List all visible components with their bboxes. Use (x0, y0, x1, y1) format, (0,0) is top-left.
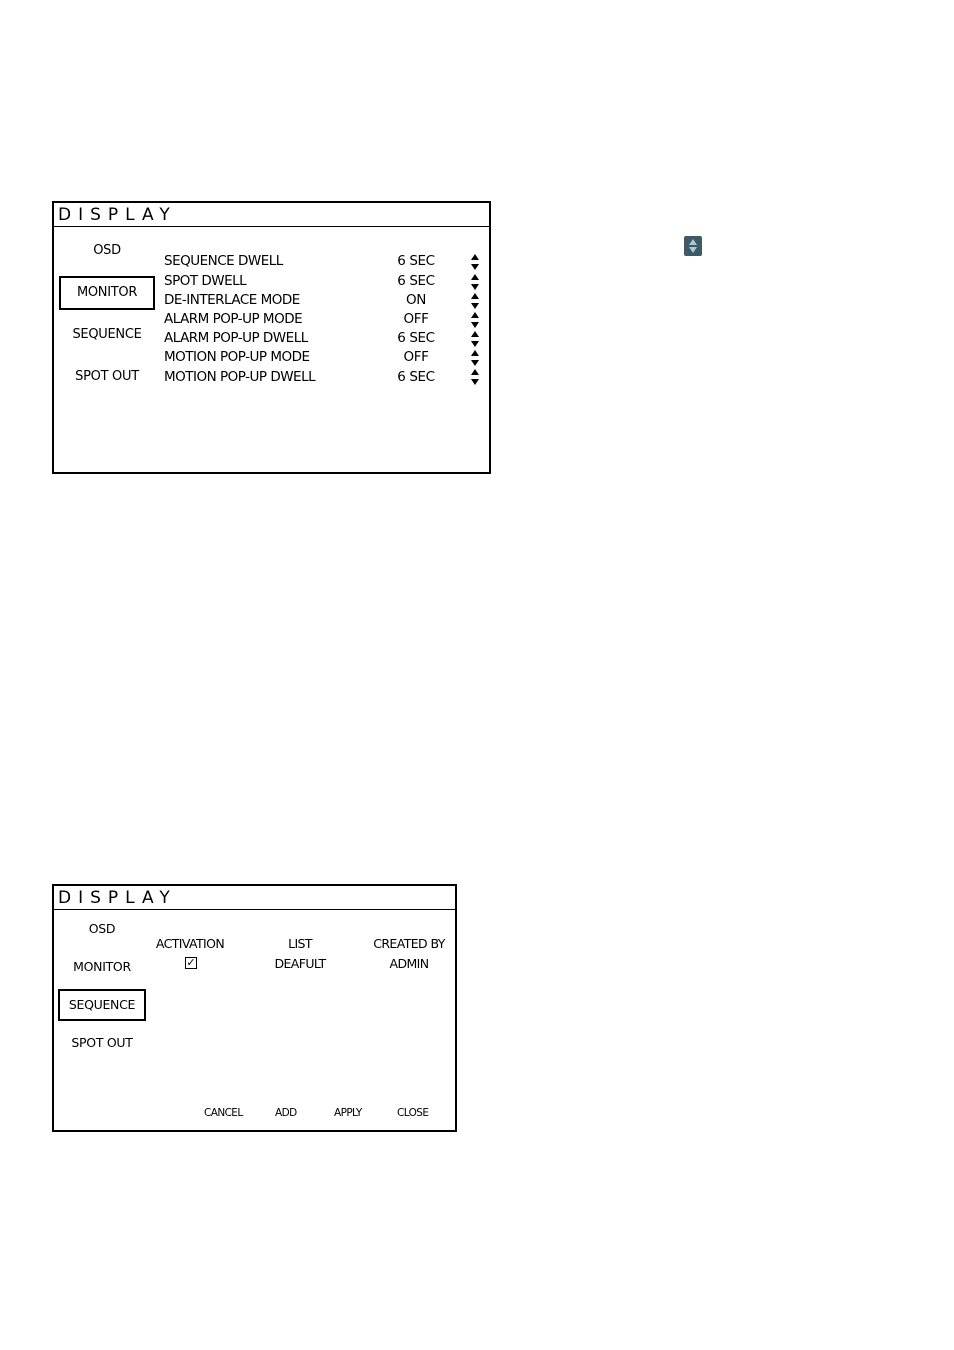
setting-value-sequence-dwell[interactable]: 6 SEC (397, 253, 435, 269)
sidebar-item-spot-out[interactable]: SPOT OUT (75, 369, 139, 384)
sidebar-item-osd[interactable]: OSD (88, 921, 116, 936)
sidebar-item-monitor[interactable]: MONITOR (73, 959, 131, 974)
display-sequence-panel (52, 884, 457, 1132)
apply-button[interactable]: APPLY (334, 1107, 362, 1119)
spin-arrows-icon[interactable] (470, 312, 480, 330)
panel-title: DISPLAY (54, 886, 455, 910)
setting-value-de-interlace-mode[interactable]: ON (406, 292, 426, 308)
close-button[interactable]: CLOSE (397, 1107, 429, 1119)
setting-label-motion-popup-dwell: MOTION POP-UP DWELL (164, 369, 316, 385)
display-monitor-panel (52, 201, 491, 474)
setting-value-motion-popup-mode[interactable]: OFF (403, 349, 429, 365)
column-header-list: LIST (288, 936, 312, 951)
sidebar-item-monitor[interactable]: MONITOR (59, 276, 155, 310)
add-button[interactable]: ADD (275, 1107, 297, 1119)
cancel-button[interactable]: CANCEL (204, 1107, 243, 1119)
activation-checkbox[interactable]: ✓ (186, 956, 196, 969)
setting-value-motion-popup-dwell[interactable]: 6 SEC (397, 369, 435, 385)
setting-label-spot-dwell: SPOT DWELL (164, 273, 247, 289)
setting-label-motion-popup-mode: MOTION POP-UP MODE (164, 349, 310, 365)
spin-arrows-icon[interactable] (470, 254, 480, 272)
setting-value-alarm-popup-dwell[interactable]: 6 SEC (397, 330, 435, 346)
sidebar-item-sequence[interactable]: SEQUENCE (58, 989, 146, 1021)
spin-arrows-icon[interactable] (470, 350, 480, 368)
created-by-cell: ADMIN (389, 956, 429, 971)
column-header-created-by: CREATED BY (373, 936, 445, 951)
list-cell[interactable]: DEAFULT (274, 956, 326, 971)
spin-arrows-icon[interactable] (470, 293, 480, 311)
sidebar-item-osd[interactable]: OSD (93, 243, 121, 258)
setting-label-alarm-popup-mode: ALARM POP-UP MODE (164, 311, 303, 327)
setting-label-de-interlace-mode: DE-INTERLACE MODE (164, 292, 300, 308)
spin-arrows-icon[interactable] (470, 274, 480, 292)
sidebar-item-sequence[interactable]: SEQUENCE (72, 327, 142, 342)
spin-arrows-icon[interactable] (470, 369, 480, 387)
setting-value-alarm-popup-mode[interactable]: OFF (403, 311, 429, 327)
sidebar-item-spot-out[interactable]: SPOT OUT (71, 1035, 133, 1050)
spin-arrows-icon[interactable] (470, 331, 480, 349)
column-header-activation: ACTIVATION (155, 936, 225, 951)
setting-label-sequence-dwell: SEQUENCE DWELL (164, 253, 283, 269)
up-down-spin-icon (684, 236, 702, 256)
setting-value-spot-dwell[interactable]: 6 SEC (397, 273, 435, 289)
setting-label-alarm-popup-dwell: ALARM POP-UP DWELL (164, 330, 308, 346)
panel-title: DISPLAY (54, 203, 489, 227)
